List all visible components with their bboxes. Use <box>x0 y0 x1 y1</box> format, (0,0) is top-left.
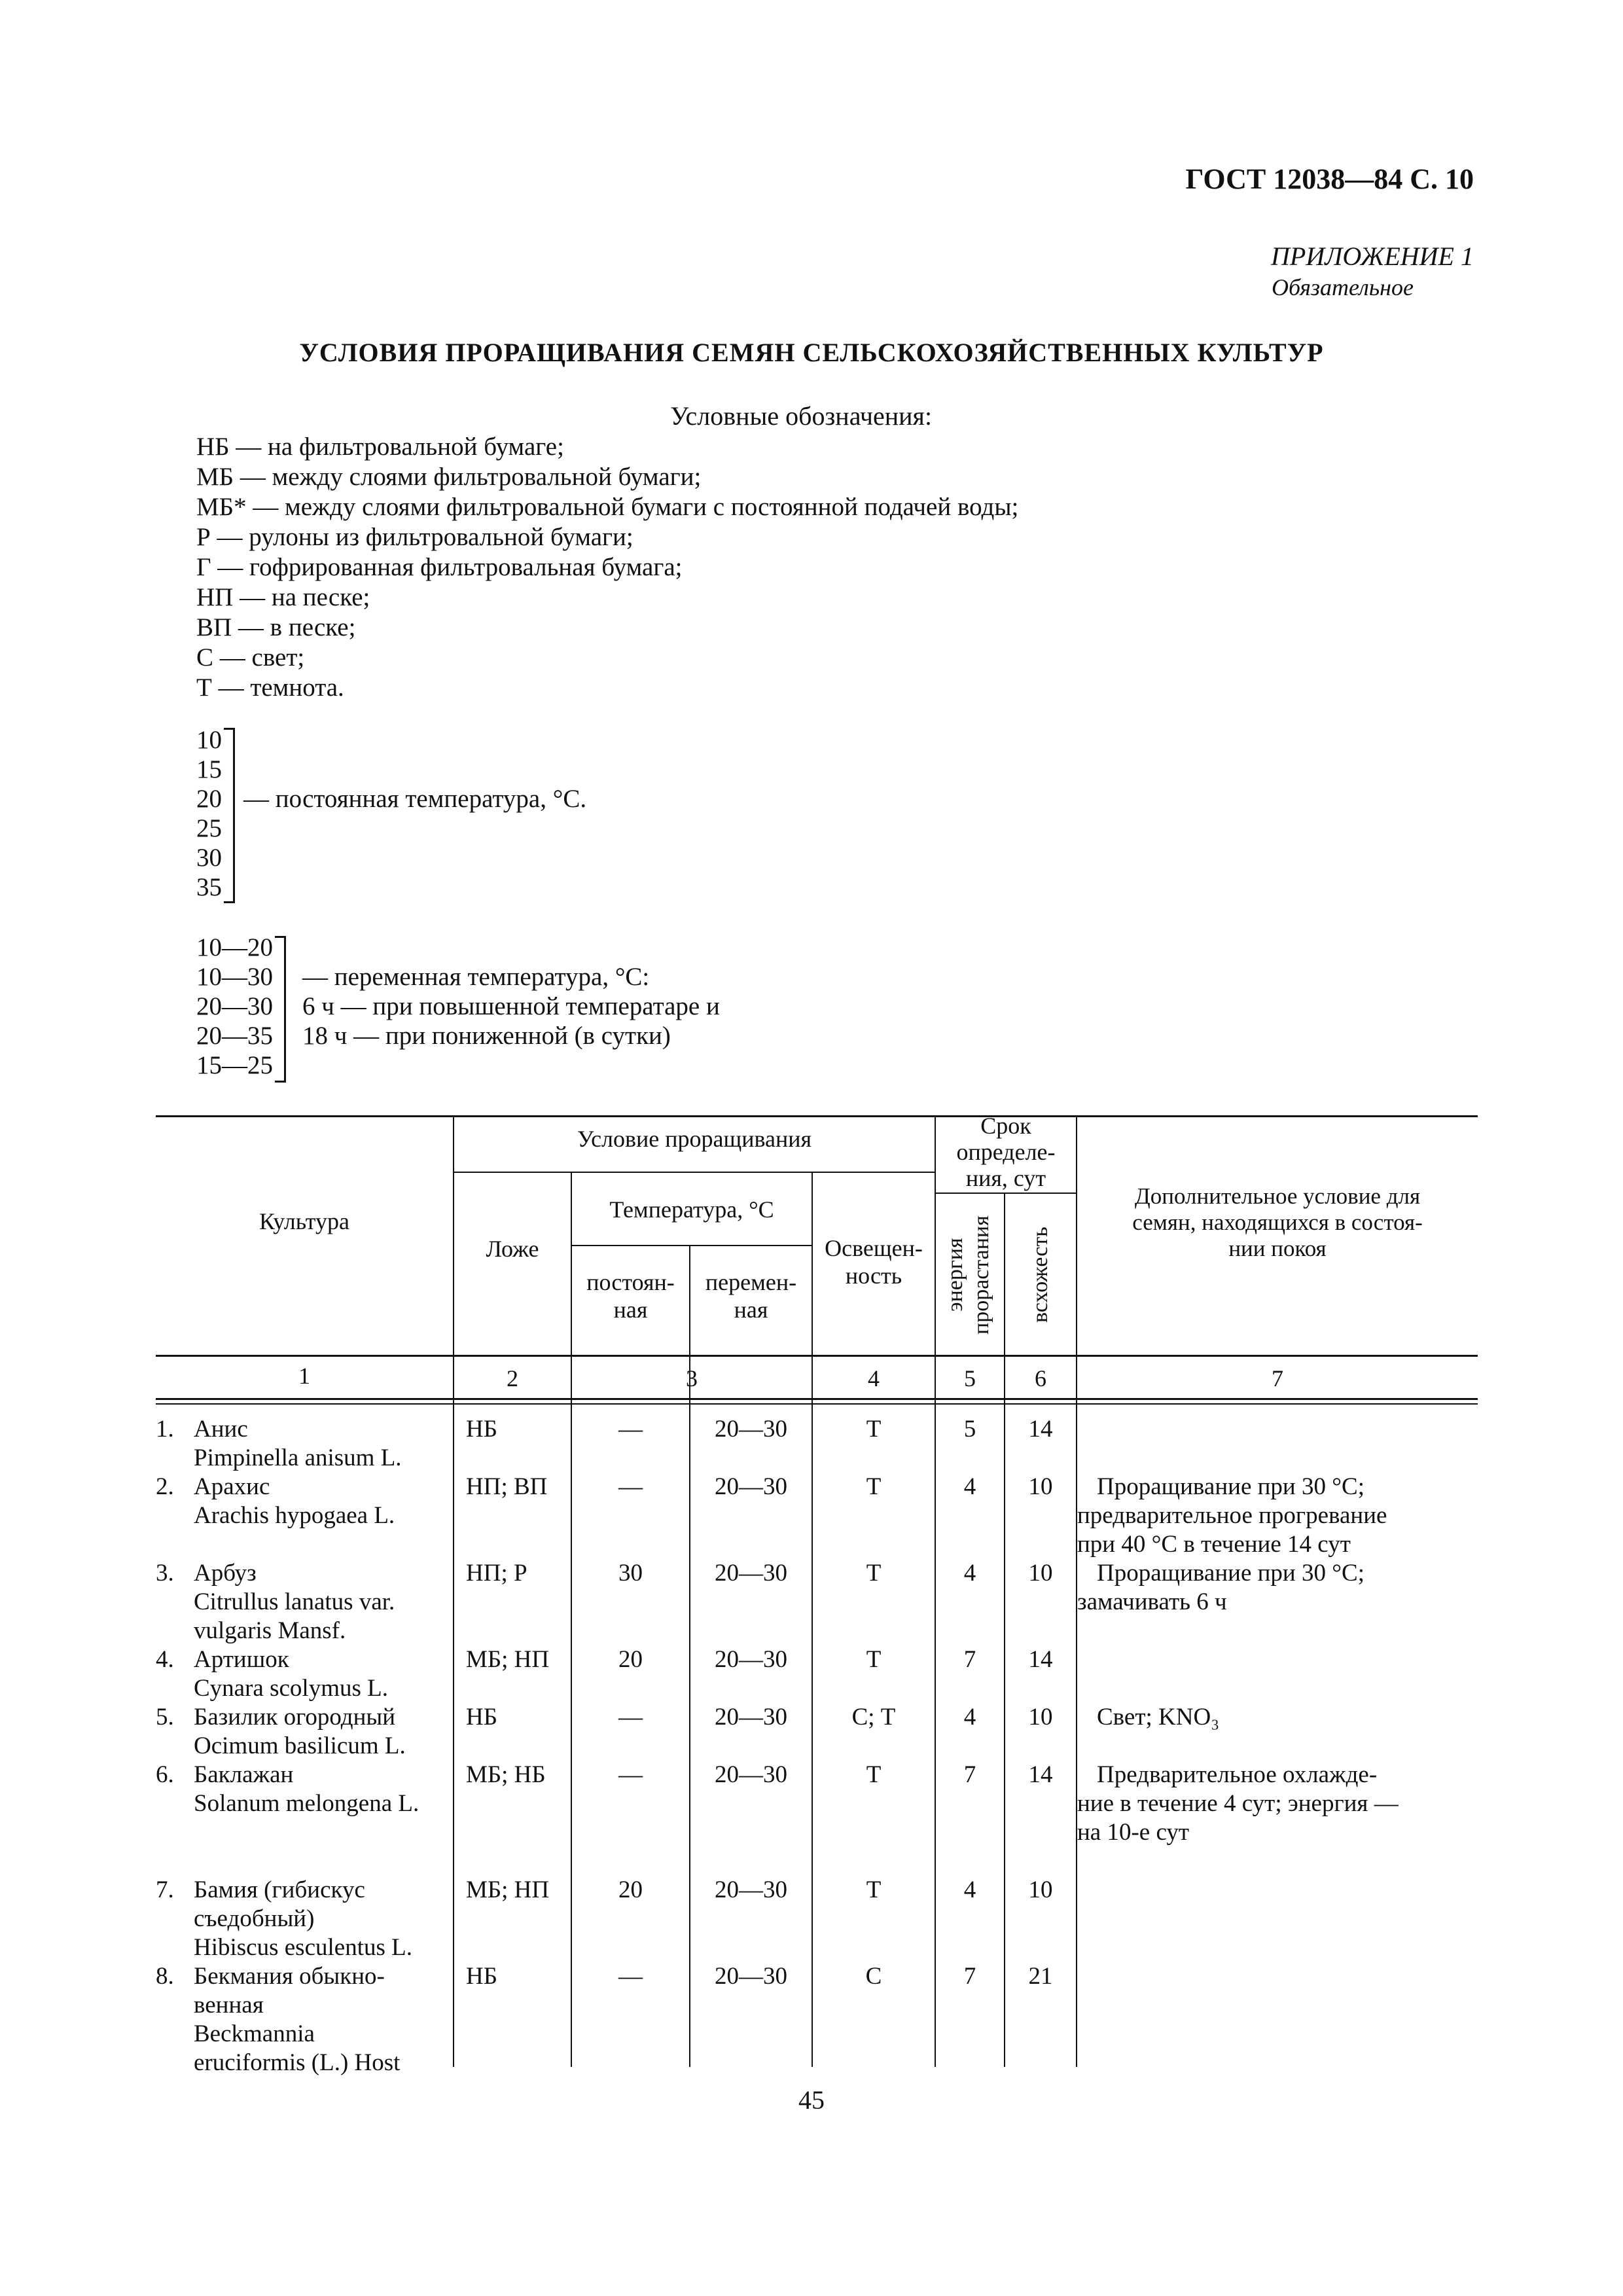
light-header <box>813 1234 935 1289</box>
culture-name <box>194 1761 419 1818</box>
constant-temperature-list <box>196 725 222 902</box>
cell-light: С <box>865 1963 882 1990</box>
term-header <box>936 1113 1076 1191</box>
appendix-label: ПРИЛОЖЕНИЕ 1 <box>1271 242 1474 271</box>
culture-name-line: Arachis hypogaea L. <box>194 1502 395 1529</box>
cell-var: 20—30 <box>715 1416 787 1443</box>
culture-name-line: Бекмания обыкно- <box>194 1963 385 1990</box>
culture-name-line: Cynara scolymus L. <box>194 1675 388 1702</box>
culture-name <box>194 1473 395 1530</box>
cell-bed: НП; ВП <box>466 1473 548 1500</box>
cell-energy: 4 <box>963 1473 976 1500</box>
legend-list <box>196 432 1018 703</box>
row-number: 7. <box>156 1876 174 1903</box>
culture-name-line: Арахис <box>194 1473 270 1500</box>
col-number-rule <box>156 1398 1478 1400</box>
cell-var: 20—30 <box>715 1473 787 1500</box>
cell-light: С; Т <box>851 1704 896 1731</box>
cell-const: 30 <box>618 1560 643 1587</box>
culture-header: Культура <box>259 1208 349 1234</box>
extra-condition-line: предварительное прогревание <box>1077 1502 1387 1529</box>
extra-condition-line: при 40 °С в течение 14 сут <box>1077 1531 1351 1558</box>
legend-title: Условные обозначения: <box>670 401 933 431</box>
row-number: 3. <box>156 1560 174 1587</box>
culture-name-line: Арбуз <box>194 1560 257 1587</box>
cell-bed: НБ <box>466 1704 497 1731</box>
constant-temperature-note: — постоянная температура, °С. <box>243 785 587 813</box>
legend-item: Г — гофрированная фильтровальная бумага; <box>196 553 683 581</box>
column-rule <box>935 1115 936 2067</box>
header-line: ная <box>613 1297 648 1323</box>
legend-item: НБ — на фильтровальной бумаге; <box>196 433 564 461</box>
legend-item: С — свет; <box>196 643 305 672</box>
row-number: 6. <box>156 1761 174 1788</box>
temperature-range: 10—30 <box>196 963 273 991</box>
cell-bed: НБ <box>466 1416 497 1443</box>
culture-name-line: vulgaris Mansf. <box>194 1617 346 1644</box>
note-line: 6 ч — при повышенной температаре и <box>302 992 720 1020</box>
column-number: 7 <box>1272 1365 1283 1391</box>
culture-name <box>194 1559 395 1645</box>
temperature-range: 20—35 <box>196 1022 273 1050</box>
cell-extra-condition <box>1077 1473 1483 1559</box>
culture-name-line: Бамия (гибискус <box>194 1876 365 1903</box>
header-line: нии покоя <box>1228 1236 1327 1261</box>
cell-light: Т <box>866 1416 882 1443</box>
col-number-rule <box>156 1403 1478 1405</box>
cell-germ: 10 <box>1028 1560 1053 1587</box>
legend-item: Р — рулоны из фильтровальной бумаги; <box>196 523 633 551</box>
constant-header <box>572 1268 689 1323</box>
cell-extra-condition <box>1077 1761 1483 1847</box>
legend-item: МБ — между слоями фильтровальной бумаги; <box>196 463 702 491</box>
temperature-value: 15 <box>196 755 222 783</box>
page-number: 45 <box>798 2085 825 2115</box>
cell-bed: НП; Р <box>466 1560 527 1587</box>
row-number: 8. <box>156 1963 174 1990</box>
legend-item: МБ* — между слоями фильтровальной бумаги с постоянной подачей воды; <box>196 493 1019 521</box>
culture-name-line: Beckmannia <box>194 2020 315 2047</box>
culture-name <box>194 1876 412 1962</box>
cell-const: — <box>618 1761 643 1788</box>
variable-header <box>690 1268 812 1323</box>
cell-light: Т <box>866 1761 882 1788</box>
cell-energy: 4 <box>963 1704 976 1731</box>
extra-condition-line: ние в течение 4 сут; энергия — <box>1077 1790 1399 1817</box>
row-number: 4. <box>156 1646 174 1673</box>
cell-germ: 14 <box>1028 1646 1053 1673</box>
extra-condition-line: Проращивание при 30 °С; <box>1097 1473 1364 1500</box>
mandatory-label: Обязательное <box>1272 274 1414 300</box>
cell-energy: 7 <box>963 1761 976 1788</box>
culture-name-line: Citrullus lanatus var. <box>194 1588 395 1615</box>
extra-condition-line: на 10-е сут <box>1077 1819 1190 1846</box>
cell-const: 20 <box>618 1876 643 1903</box>
note-line: 18 ч — при пониженной (в сутки) <box>302 1022 671 1050</box>
temperature-header: Температура, °С <box>609 1196 774 1223</box>
document-code: ГОСТ 12038—84 С. 10 <box>1185 163 1474 195</box>
temperature-value: 35 <box>196 873 222 901</box>
header-line: семян, находящихся в состоя- <box>1132 1210 1423 1235</box>
culture-name <box>194 1645 388 1703</box>
table-top-rule <box>156 1115 1478 1117</box>
header-line: ния, сут <box>965 1165 1046 1191</box>
curly-brace <box>275 936 286 1083</box>
legend-item: Т — темнота. <box>196 673 344 702</box>
header-line: перемен- <box>705 1269 797 1295</box>
cell-germ: 10 <box>1028 1876 1053 1903</box>
culture-name-line: Pimpinella anisum L. <box>194 1444 402 1471</box>
culture-name-line: Артишок <box>194 1646 289 1673</box>
page-title: УСЛОВИЯ ПРОРАЩИВАНИЯ СЕМЯН СЕЛЬСКОХОЗЯЙСТВЕННЫХ КУЛЬТУР <box>299 338 1324 367</box>
culture-name <box>194 1703 406 1761</box>
temperature-value: 10 <box>196 726 222 754</box>
cell-const: — <box>618 1963 643 1990</box>
cell-germ: 14 <box>1028 1761 1053 1788</box>
note-line: — переменная температура, °С: <box>302 963 650 991</box>
energy-header: энергия прорастания <box>943 1215 993 1335</box>
header-bottom-rule <box>156 1355 1478 1357</box>
culture-name-line: Баклажан <box>194 1761 294 1788</box>
culture-name-line: Hibiscus esculentus L. <box>194 1934 412 1961</box>
germination-header: всхожесть <box>1028 1227 1052 1323</box>
cell-bed: МБ; НП <box>466 1646 550 1673</box>
column-rule <box>812 1172 813 2067</box>
cell-const: — <box>618 1416 643 1443</box>
header-line: Срок <box>980 1113 1031 1139</box>
extra-condition-line: замачивать 6 ч <box>1077 1588 1227 1615</box>
culture-name-line: венная <box>194 1992 264 2018</box>
curly-brace <box>224 728 235 903</box>
cell-const: 20 <box>618 1646 643 1673</box>
column-number: 5 <box>964 1365 976 1391</box>
column-number: 6 <box>1035 1365 1046 1391</box>
cell-energy: 5 <box>963 1416 976 1443</box>
cell-extra-condition <box>1097 1703 1483 1732</box>
cell-bed: МБ; НБ <box>466 1761 546 1788</box>
row-number: 1. <box>156 1416 174 1443</box>
cell-var: 20—30 <box>715 1560 787 1587</box>
header-line: Освещен- <box>825 1235 923 1261</box>
cell-var: 20—30 <box>715 1963 787 1990</box>
column-rule <box>1004 1193 1005 2067</box>
header-line: Дополнительное условие для <box>1134 1183 1421 1209</box>
cell-germ: 10 <box>1028 1473 1053 1500</box>
cell-light: Т <box>866 1473 882 1500</box>
legend-item: НП — на песке; <box>196 583 370 611</box>
culture-name <box>194 1962 400 2077</box>
culture-name-line: Ocimum basilicum L. <box>194 1732 406 1759</box>
culture-name-line: eruciformis (L.) Host <box>194 2049 401 2076</box>
cell-germ: 10 <box>1028 1704 1053 1731</box>
header-line: ность <box>845 1263 902 1289</box>
bed-header: Ложе <box>486 1236 539 1262</box>
cell-var: 20—30 <box>715 1761 787 1788</box>
cell-energy: 4 <box>963 1560 976 1587</box>
header-rule <box>454 1172 936 1173</box>
cell-bed: НБ <box>466 1963 497 1990</box>
header-line: определе- <box>956 1139 1056 1165</box>
culture-name-line: Solanum melongena L. <box>194 1790 419 1817</box>
cell-var: 20—30 <box>715 1704 787 1731</box>
extra-condition-line: Проращивание при 30 °С; <box>1097 1560 1364 1587</box>
temperature-value: 25 <box>196 814 222 842</box>
cell-germ: 21 <box>1028 1963 1053 1990</box>
variable-temperature-note <box>302 962 720 1050</box>
cell-light: Т <box>866 1646 882 1673</box>
variable-temperature-list <box>196 933 273 1080</box>
header-line: ная <box>734 1297 768 1323</box>
extra-condition-line: Свет; KNO₃ <box>1097 1704 1220 1731</box>
temperature-range: 15—25 <box>196 1051 273 1079</box>
temperature-range: 10—20 <box>196 933 273 961</box>
cell-const: — <box>618 1704 643 1731</box>
cell-germ: 14 <box>1028 1416 1053 1443</box>
cell-energy: 4 <box>963 1876 976 1903</box>
culture-name-line: съедобный) <box>194 1905 315 1932</box>
header-line: постоян- <box>586 1269 675 1295</box>
temperature-value: 30 <box>196 844 222 872</box>
cell-var: 20—30 <box>715 1646 787 1673</box>
column-number: 3 <box>686 1365 698 1391</box>
temperature-value: 20 <box>196 785 222 813</box>
cell-light: Т <box>866 1560 882 1587</box>
culture-name <box>194 1415 402 1473</box>
cell-energy: 7 <box>963 1963 976 1990</box>
culture-name-line: Анис <box>194 1416 248 1443</box>
conditions-header: Условие проращивания <box>577 1126 812 1152</box>
cell-const: — <box>618 1473 643 1500</box>
column-number: 1 <box>298 1363 310 1389</box>
header-rule <box>572 1245 813 1246</box>
cell-extra-condition <box>1077 1559 1483 1617</box>
culture-name-line: Базилик огородный <box>194 1704 396 1731</box>
extra-condition-line: Предварительное охлажде- <box>1097 1761 1378 1788</box>
cell-bed: МБ; НП <box>466 1876 550 1903</box>
legend-item: ВП — в песке; <box>196 613 356 641</box>
header-rule <box>936 1193 1076 1194</box>
cell-energy: 7 <box>963 1646 976 1673</box>
column-number: 4 <box>868 1365 880 1391</box>
row-number: 5. <box>156 1704 174 1731</box>
extra-condition-header <box>1077 1183 1478 1262</box>
temperature-range: 20—30 <box>196 992 273 1020</box>
row-number: 2. <box>156 1473 174 1500</box>
cell-var: 20—30 <box>715 1876 787 1903</box>
cell-light: Т <box>866 1876 882 1903</box>
column-number: 2 <box>507 1365 518 1391</box>
